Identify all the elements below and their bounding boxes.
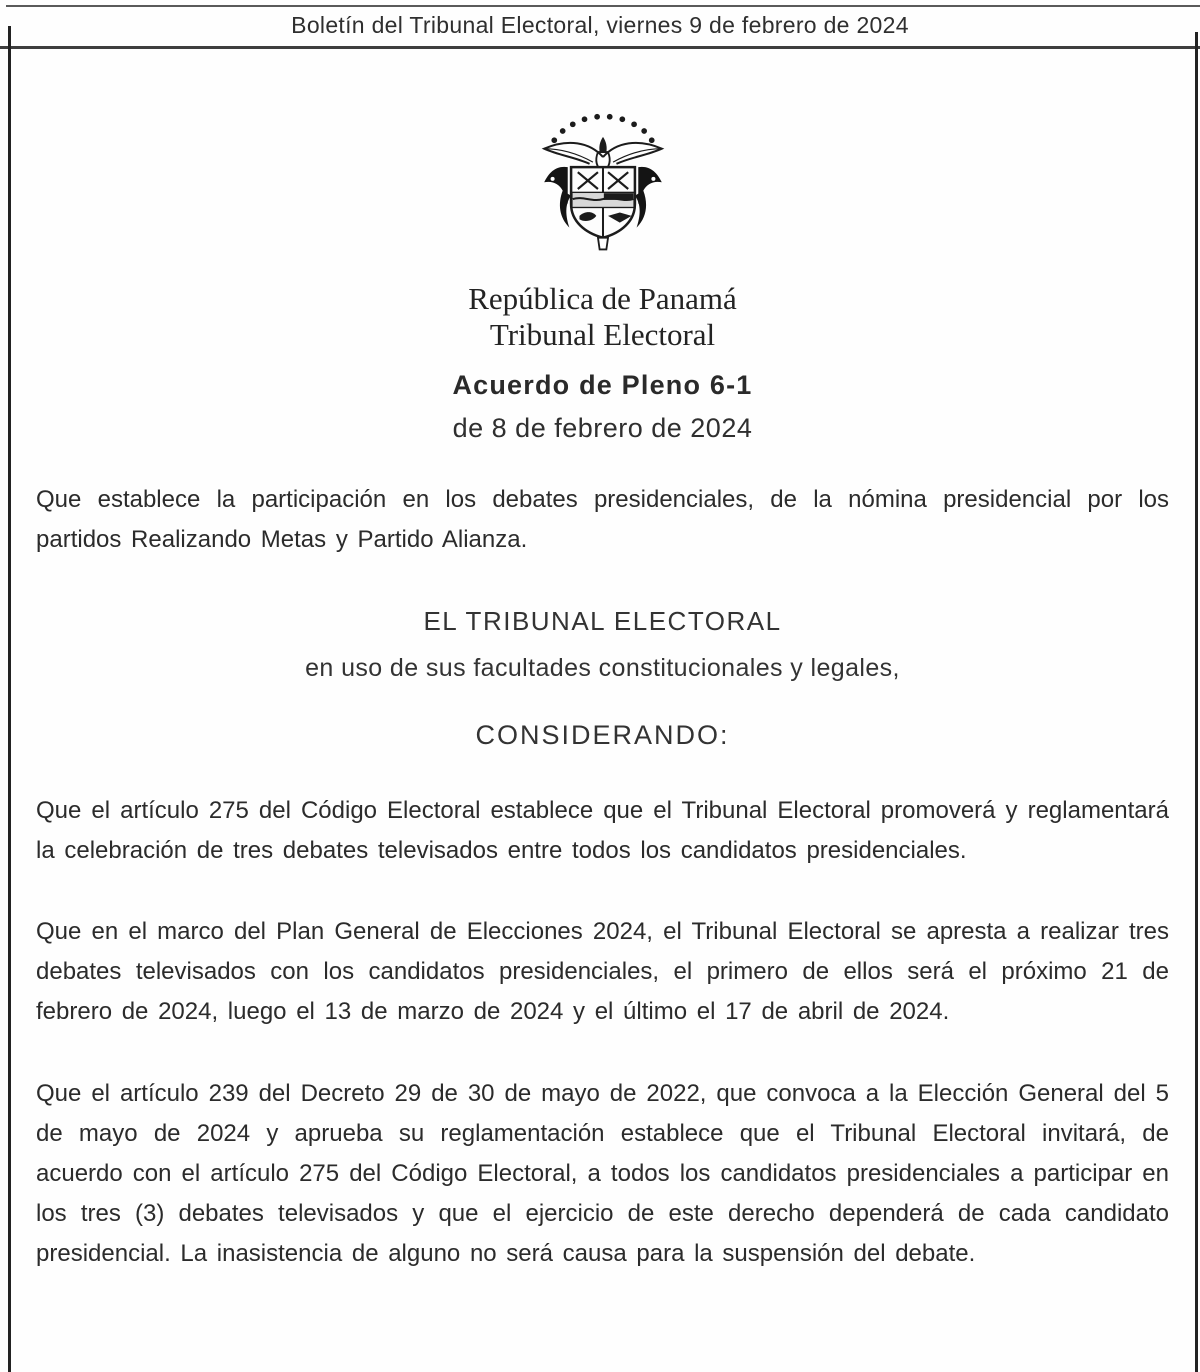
panama-coat-of-arms-icon <box>519 105 687 273</box>
tribunal-title: Tribunal Electoral <box>489 317 716 352</box>
considerando-paragraph-1: Que el artículo 275 del Código Electoral establece que el Tribunal Electoral promoverá y reglamentará la celebración de tres debates televisados entre todos los candidatos presidenciales. <box>36 797 1169 864</box>
subject-paragraph: Que establece la participación en los debates presidenciales, de la nómina presidencial por los partidos Realizando Metas y Partido Alianza. <box>36 486 1169 553</box>
emblem-container <box>36 105 1169 273</box>
issuer-subheading: en uso de sus facultades constitucionales y legales, <box>305 654 900 682</box>
republic-title: República de Panamá <box>468 281 737 316</box>
issuer-heading: EL TRIBUNAL ELECTORAL <box>423 606 782 636</box>
considerando-paragraph-3: Que el artículo 239 del Decreto 29 de 30 de mayo de 2022, que convoca a la Elección General del 5 de mayo de 2024 y aprueba su reglamentación establece que el Tribunal Electoral invitará, de acuerdo con el artículo 275 del Código Electoral, a todos los candidatos presidenciales a participar en los tres (3) debates televisados y que el ejercicio de este derecho dependerá de cada candidato presidencial. La inasistencia de alguno no será causa para la suspensión del debate. <box>36 1080 1169 1267</box>
top-border-rule <box>6 5 1200 7</box>
acuerdo-title: Acuerdo de Pleno 6-1 <box>452 370 753 400</box>
considerando-paragraph-2: Que en el marco del Plan General de Elecciones 2024, el Tribunal Electoral se apresta a realizar tres debates televisados con los candidatos presidenciales, el primero de ellos será el próximo 21 de febrero de 2024, luego el 13 de marzo de 2024 y el último el 17 de abril de 2024. <box>36 918 1169 1025</box>
document-body <box>11 49 1195 1274</box>
right-border-rule <box>1195 32 1198 1372</box>
considerando-heading: CONSIDERANDO: <box>475 720 730 750</box>
masthead-title: Boletín del Tribunal Electoral, viernes 9 de febrero de 2024 <box>291 12 909 38</box>
acuerdo-date: de 8 de febrero de 2024 <box>452 413 753 443</box>
